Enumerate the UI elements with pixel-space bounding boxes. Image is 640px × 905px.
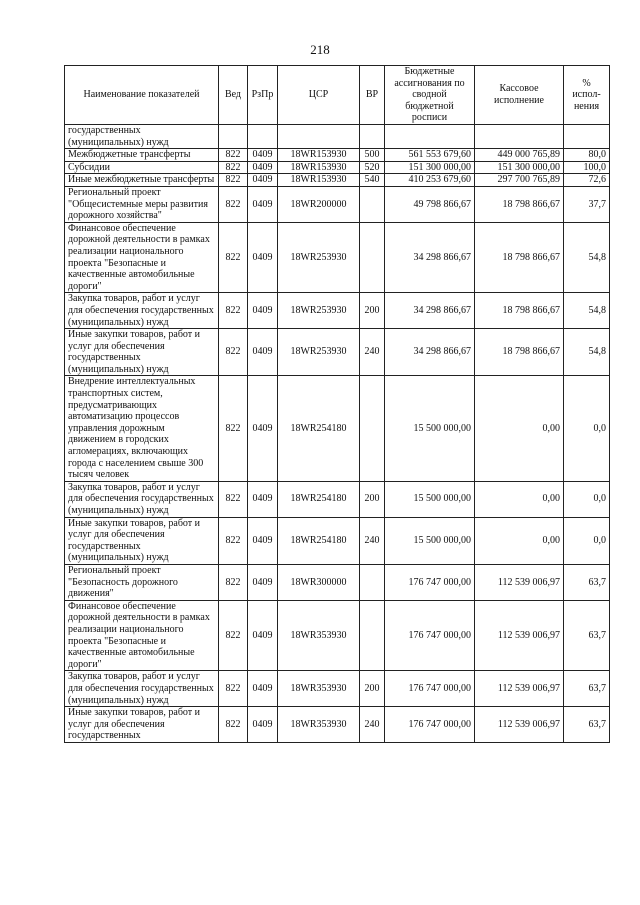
cell-ved: 822 (219, 376, 248, 481)
cell-csr: 18WR254180 (278, 376, 360, 481)
cell-name: Закупка товаров, работ и услуг для обеспечения государственных (муниципальных) нужд (65, 481, 219, 517)
cell-csr: 18WR253930 (278, 329, 360, 376)
header-vr: ВР (360, 66, 385, 125)
cell-name: Иные межбюджетные трансферты (65, 174, 219, 187)
cell-vr (360, 222, 385, 293)
cell-budget (385, 125, 475, 149)
table-row (65, 149, 610, 162)
cell-ved: 822 (219, 222, 248, 293)
cell-vr: 240 (360, 329, 385, 376)
cell-rzpr: 0409 (248, 600, 278, 671)
cell-cash: 449 000 765,89 (475, 149, 564, 162)
cell-rzpr: 0409 (248, 517, 278, 564)
cell-rzpr: 0409 (248, 174, 278, 187)
cell-csr: 18WR254180 (278, 517, 360, 564)
cell-csr: 18WR300000 (278, 564, 360, 600)
cell-cash: 18 798 866,67 (475, 186, 564, 222)
cell-vr: 240 (360, 707, 385, 743)
table-row (65, 376, 610, 481)
cell-cash: 18 798 866,67 (475, 222, 564, 293)
cell-vr (360, 376, 385, 481)
cell-csr: 18WR353930 (278, 671, 360, 707)
cell-cash: 112 539 006,97 (475, 671, 564, 707)
header-cash: Кассовое исполнение (475, 66, 564, 125)
header-ved: Вед (219, 66, 248, 125)
cell-cash: 112 539 006,97 (475, 707, 564, 743)
table-row (65, 125, 610, 149)
cell-vr: 540 (360, 174, 385, 187)
cell-rzpr: 0409 (248, 564, 278, 600)
table-row (65, 186, 610, 222)
cell-cash: 0,00 (475, 481, 564, 517)
table-row (65, 707, 610, 743)
header-csr: ЦСР (278, 66, 360, 125)
cell-vr: 240 (360, 517, 385, 564)
cell-vr: 500 (360, 149, 385, 162)
cell-cash: 112 539 006,97 (475, 600, 564, 671)
cell-budget: 34 298 866,67 (385, 293, 475, 329)
cell-ved: 822 (219, 671, 248, 707)
table-body (65, 125, 610, 743)
cell-budget: 176 747 000,00 (385, 564, 475, 600)
cell-pct: 63,7 (564, 707, 610, 743)
cell-rzpr: 0409 (248, 293, 278, 329)
table-row (65, 329, 610, 376)
cell-budget: 34 298 866,67 (385, 329, 475, 376)
cell-csr: 18WR353930 (278, 600, 360, 671)
cell-pct: 54,8 (564, 329, 610, 376)
cell-pct: 80,0 (564, 149, 610, 162)
cell-pct: 37,7 (564, 186, 610, 222)
cell-budget: 15 500 000,00 (385, 376, 475, 481)
cell-rzpr: 0409 (248, 161, 278, 174)
cell-csr: 18WR153930 (278, 161, 360, 174)
cell-rzpr: 0409 (248, 186, 278, 222)
page-number: 218 (310, 42, 330, 57)
table-row (65, 517, 610, 564)
cell-name: Региональный проект "Общесистемные меры развития дорожного хозяйства" (65, 186, 219, 222)
cell-cash: 0,00 (475, 376, 564, 481)
cell-vr (360, 600, 385, 671)
cell-csr: 18WR253930 (278, 293, 360, 329)
cell-ved: 822 (219, 293, 248, 329)
cell-pct: 54,8 (564, 293, 610, 329)
cell-vr: 200 (360, 671, 385, 707)
cell-vr (360, 186, 385, 222)
cell-pct: 0,0 (564, 517, 610, 564)
table-row (65, 564, 610, 600)
cell-csr: 18WR353930 (278, 707, 360, 743)
cell-cash: 18 798 866,67 (475, 293, 564, 329)
cell-vr: 200 (360, 293, 385, 329)
cell-vr (360, 564, 385, 600)
cell-vr: 520 (360, 161, 385, 174)
cell-ved: 822 (219, 149, 248, 162)
cell-ved: 822 (219, 174, 248, 187)
cell-name: Финансовое обеспечение дорожной деятельности в рамках реализации национального проекта "Безопасные и качественные автомобильные дороги" (65, 600, 219, 671)
cell-cash (475, 125, 564, 149)
cell-name: Внедрение интеллектуальных транспортных систем, предусматривающих автоматизацию процессов управления дорожным движением в городских агломерациях, включающих города с населением свыше 300 тысяч человек (65, 376, 219, 481)
cell-ved (219, 125, 248, 149)
cell-rzpr: 0409 (248, 481, 278, 517)
table-row (65, 293, 610, 329)
budget-execution-table (64, 65, 610, 743)
table-header-row (65, 66, 610, 125)
cell-name: Субсидии (65, 161, 219, 174)
cell-name: Иные закупки товаров, работ и услуг для обеспечения государственных (65, 707, 219, 743)
cell-budget: 176 747 000,00 (385, 600, 475, 671)
cell-cash: 18 798 866,67 (475, 329, 564, 376)
cell-pct: 100,0 (564, 161, 610, 174)
cell-pct: 0,0 (564, 481, 610, 517)
cell-name: Иные закупки товаров, работ и услуг для обеспечения государственных (муниципальных) нужд (65, 517, 219, 564)
cell-ved: 822 (219, 161, 248, 174)
table-row (65, 174, 610, 187)
cell-budget: 151 300 000,00 (385, 161, 475, 174)
cell-ved: 822 (219, 564, 248, 600)
cell-name: Закупка товаров, работ и услуг для обеспечения государственных (муниципальных) нужд (65, 293, 219, 329)
cell-pct: 63,7 (564, 671, 610, 707)
table-row (65, 161, 610, 174)
cell-budget: 49 798 866,67 (385, 186, 475, 222)
header-budget: Бюджетные ассигнования по сводной бюджетной росписи (385, 66, 475, 125)
cell-name: Закупка товаров, работ и услуг для обеспечения государственных (муниципальных) нужд (65, 671, 219, 707)
cell-vr (360, 125, 385, 149)
cell-csr: 18WR153930 (278, 149, 360, 162)
cell-rzpr (248, 125, 278, 149)
cell-name: Финансовое обеспечение дорожной деятельности в рамках реализации национального проекта "Безопасные и качественные автомобильные дороги" (65, 222, 219, 293)
cell-name: Межбюджетные трансферты (65, 149, 219, 162)
cell-csr: 18WR153930 (278, 174, 360, 187)
cell-cash: 112 539 006,97 (475, 564, 564, 600)
cell-rzpr: 0409 (248, 329, 278, 376)
cell-ved: 822 (219, 707, 248, 743)
cell-rzpr: 0409 (248, 222, 278, 293)
cell-budget: 15 500 000,00 (385, 517, 475, 564)
cell-ved: 822 (219, 329, 248, 376)
cell-ved: 822 (219, 600, 248, 671)
cell-budget: 176 747 000,00 (385, 671, 475, 707)
cell-csr: 18WR254180 (278, 481, 360, 517)
cell-name: Региональный проект "Безопасность дорожного движения" (65, 564, 219, 600)
cell-name: государственных (муниципальных) нужд (65, 125, 219, 149)
cell-cash: 297 700 765,89 (475, 174, 564, 187)
cell-budget: 34 298 866,67 (385, 222, 475, 293)
cell-csr: 18WR200000 (278, 186, 360, 222)
cell-budget: 561 553 679,60 (385, 149, 475, 162)
cell-csr (278, 125, 360, 149)
table-row (65, 600, 610, 671)
cell-pct: 54,8 (564, 222, 610, 293)
cell-rzpr: 0409 (248, 707, 278, 743)
cell-pct: 63,7 (564, 564, 610, 600)
cell-cash: 0,00 (475, 517, 564, 564)
table-row (65, 481, 610, 517)
cell-budget: 410 253 679,60 (385, 174, 475, 187)
cell-vr: 200 (360, 481, 385, 517)
header-pct: % испол-нения (564, 66, 610, 125)
cell-budget: 176 747 000,00 (385, 707, 475, 743)
cell-rzpr: 0409 (248, 376, 278, 481)
cell-pct (564, 125, 610, 149)
header-rzpr: РзПр (248, 66, 278, 125)
cell-rzpr: 0409 (248, 671, 278, 707)
cell-pct: 72,6 (564, 174, 610, 187)
cell-cash: 151 300 000,00 (475, 161, 564, 174)
table-row (65, 671, 610, 707)
cell-rzpr: 0409 (248, 149, 278, 162)
cell-ved: 822 (219, 517, 248, 564)
cell-pct: 0,0 (564, 376, 610, 481)
cell-name: Иные закупки товаров, работ и услуг для обеспечения государственных (муниципальных) нужд (65, 329, 219, 376)
cell-ved: 822 (219, 186, 248, 222)
cell-ved: 822 (219, 481, 248, 517)
cell-budget: 15 500 000,00 (385, 481, 475, 517)
table-row (65, 222, 610, 293)
header-name: Наименование показателей (65, 66, 219, 125)
cell-csr: 18WR253930 (278, 222, 360, 293)
cell-pct: 63,7 (564, 600, 610, 671)
